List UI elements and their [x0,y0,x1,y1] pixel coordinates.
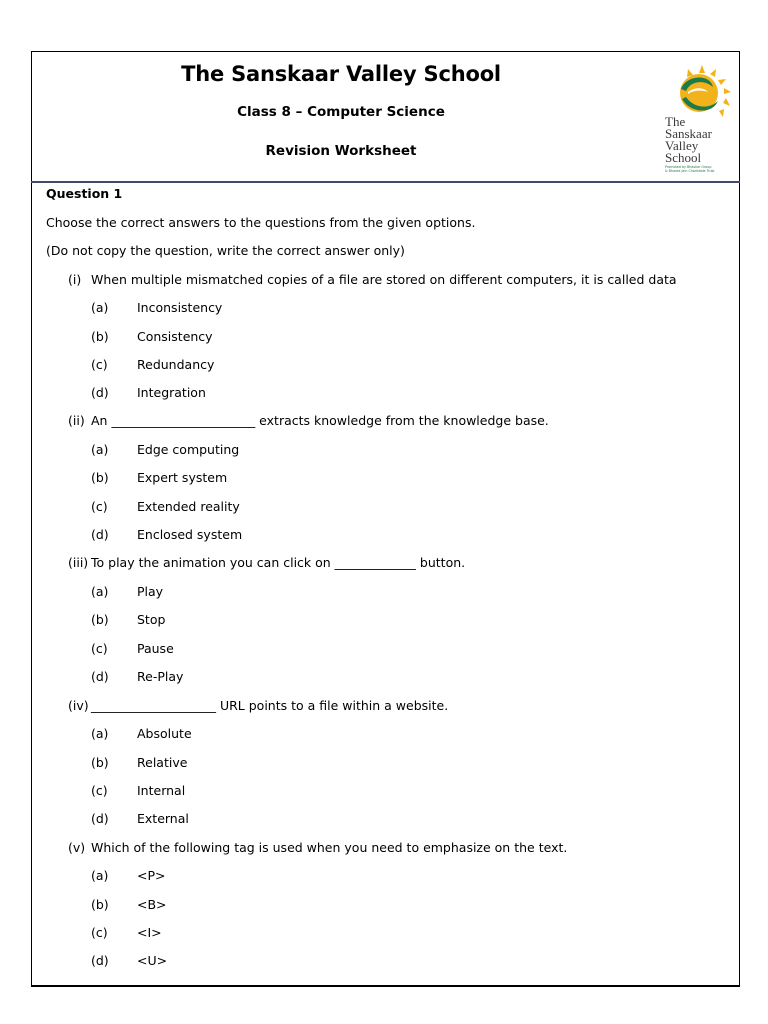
option-letter: (b) [91,897,109,912]
question-title: Question 1 [46,186,123,201]
option-text: Pause [137,641,174,656]
option-letter: (c) [91,499,108,514]
question-note: (Do not copy the question, write the correct answer only) [46,243,405,258]
option-text: Relative [137,755,188,770]
option-letter: (b) [91,755,109,770]
option-text: Internal [137,783,186,798]
question-instruction: Choose the correct answers to the questions from the given options. [46,215,476,230]
option-text: Inconsistency [137,300,223,315]
item-text: When multiple mismatched copies of a file are stored on different computers, it is called data [91,272,677,287]
option-text: Absolute [137,726,192,741]
option-text: External [137,811,189,826]
logo-line3: Valley [665,138,699,153]
item-number: (iv) [68,698,89,713]
option-letter: (a) [91,584,109,599]
item-number: (i) [68,272,82,287]
logo-tagline1: Promoted by Bhaskar Group [665,165,712,169]
option-letter: (a) [91,442,109,457]
option-letter: (a) [91,726,109,741]
option-text: Integration [137,385,206,400]
item-text: An _______________________ extracts knowledge from the knowledge base. [91,413,549,428]
logo-tagline2: & Bharda Jain Charitable Trust [665,169,715,173]
option-text: Redundancy [137,357,215,372]
option-text: Consistency [137,329,213,344]
option-letter: (c) [91,925,108,940]
option-text: Extended reality [137,499,240,514]
option-letter: (d) [91,527,109,542]
logo-line2: Sanskaar [665,126,712,141]
school-name: The Sanskaar Valley School [181,62,501,86]
option-text: Edge computing [137,442,240,457]
option-letter: (c) [91,357,108,372]
option-text: <U> [137,953,168,968]
option-letter: (b) [91,612,109,627]
item-text: Which of the following tag is used when you need to emphasize on the text. [91,840,568,855]
worksheet-header [32,52,739,183]
option-letter: (b) [91,329,109,344]
item-number: (iii) [68,555,89,570]
worksheet-title: Revision Worksheet [265,143,417,159]
item-text: ____________________ URL points to a file within a website. [91,698,449,713]
item-number: (ii) [68,413,85,428]
option-text: Expert system [137,470,228,485]
option-text: <I> [137,925,162,940]
logo-line1: The [665,114,686,129]
header-divider [31,181,740,183]
option-text: Re-Play [137,669,184,684]
item-number: (v) [68,840,86,855]
option-text: Enclosed system [137,527,243,542]
option-letter: (b) [91,470,109,485]
option-letter: (a) [91,868,109,883]
option-text: Stop [137,612,166,627]
option-letter: (d) [91,811,109,826]
class-subject-line: Class 8 – Computer Science [237,104,445,120]
logo-line4: School [665,150,702,165]
option-letter: (a) [91,300,109,315]
worksheet-page [31,51,740,987]
option-letter: (d) [91,385,109,400]
option-letter: (d) [91,953,109,968]
option-letter: (c) [91,641,108,656]
school-logo [664,59,734,177]
option-text: <P> [137,868,166,883]
option-letter: (c) [91,783,108,798]
option-text: <B> [137,897,167,912]
option-text: Play [137,584,164,599]
option-letter: (d) [91,669,109,684]
item-text: To play the animation you can click on _____________ button. [91,555,466,570]
